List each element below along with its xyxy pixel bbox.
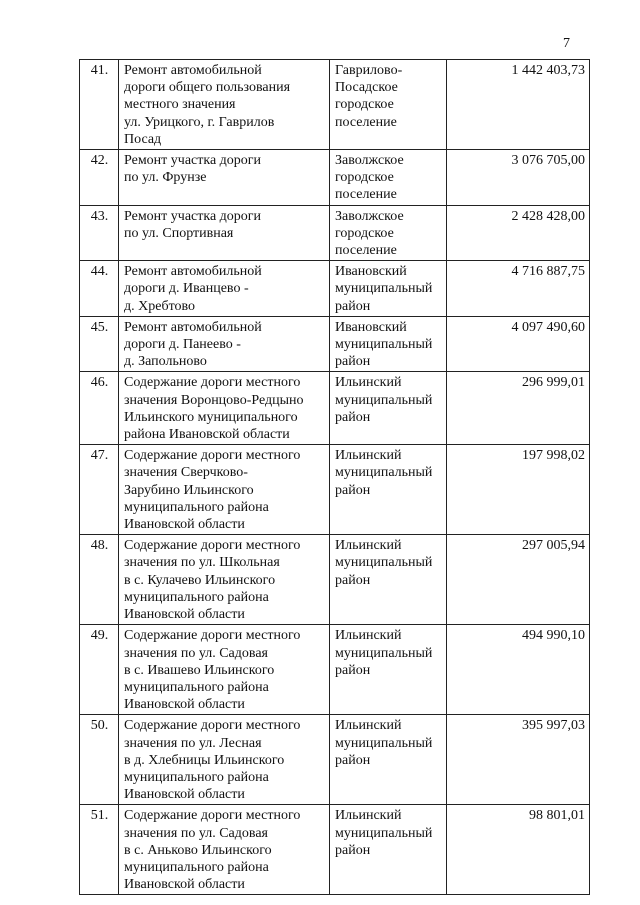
municipality (330, 372, 447, 445)
row-number: 49. (80, 625, 119, 715)
municipality-line: муниципальный (335, 555, 433, 571)
municipality-line: район (335, 752, 371, 768)
row-number: 41. (80, 60, 119, 150)
table-row (80, 715, 590, 805)
row-number: 47. (80, 445, 119, 535)
municipality (330, 715, 447, 805)
municipality (330, 205, 447, 261)
work-description-line: Ильинского муниципального (124, 409, 298, 425)
work-description-line: по ул. Фрунзе (124, 170, 207, 186)
table-row (80, 261, 590, 317)
road-works-table (79, 59, 590, 895)
work-description-line: дороги д. Панеево - (124, 337, 241, 353)
work-description-line: значения по ул. Садовая (124, 825, 268, 841)
work-description (119, 715, 330, 805)
work-description-line: муниципального района (124, 769, 269, 785)
municipality-line: район (335, 842, 371, 858)
table-row (80, 625, 590, 715)
municipality (330, 316, 447, 372)
work-description-line: Ремонт участка дороги (124, 208, 262, 224)
table-row (80, 535, 590, 625)
work-description-line: Ивановской области (124, 607, 245, 623)
table-row (80, 150, 590, 206)
work-description-line: значения по ул. Садовая (124, 645, 268, 661)
work-description (119, 445, 330, 535)
amount: 4 097 490,60 (447, 316, 590, 372)
work-description-line: значения Сверчково- (124, 465, 248, 481)
municipality-line: муниципальный (335, 645, 433, 661)
row-number: 45. (80, 316, 119, 372)
municipality-line: муниципальный (335, 465, 433, 481)
table-row (80, 372, 590, 445)
work-description-line: в с. Кулачево Ильинского (124, 572, 276, 588)
row-number: 42. (80, 150, 119, 206)
work-description-line: Ремонт автомобильной (124, 319, 262, 335)
municipality-line: район (335, 409, 371, 425)
municipality-line: Ильинский (335, 718, 402, 734)
municipality-line: Ильинский (335, 808, 402, 824)
municipality (330, 150, 447, 206)
work-description-line: Содержание дороги местного (124, 538, 301, 554)
work-description-line: муниципального района (124, 589, 269, 605)
work-description (119, 535, 330, 625)
amount: 3 076 705,00 (447, 150, 590, 206)
table-row (80, 445, 590, 535)
municipality-line: район (335, 298, 371, 314)
work-description-line: Ивановской области (124, 517, 245, 533)
work-description-line: Ивановской области (124, 787, 245, 803)
row-number: 48. (80, 535, 119, 625)
municipality (330, 625, 447, 715)
work-description-line: Содержание дороги местного (124, 718, 301, 734)
work-description-line: местного значения (124, 97, 236, 113)
work-description-line: Ремонт автомобильной (124, 63, 262, 78)
row-number: 51. (80, 805, 119, 895)
work-description-line: Ивановской области (124, 877, 245, 893)
work-description (119, 150, 330, 206)
amount: 395 997,03 (447, 715, 590, 805)
municipality-line: муниципальный (335, 392, 433, 408)
municipality-line: муниципальный (335, 281, 433, 297)
municipality-line: район (335, 662, 371, 678)
work-description-line: Содержание дороги местного (124, 808, 301, 824)
municipality-line: городское (335, 97, 394, 113)
municipality-line: Ильинский (335, 448, 402, 464)
work-description-line: муниципального района (124, 679, 269, 695)
municipality-line: Ивановский (335, 264, 407, 280)
work-description-line: дороги д. Иванцево - (124, 281, 249, 297)
amount: 494 990,10 (447, 625, 590, 715)
work-description-line: ул. Урицкого, г. Гаврилов (124, 114, 275, 130)
amount: 1 442 403,73 (447, 60, 590, 150)
amount: 296 999,01 (447, 372, 590, 445)
work-description-line: в с. Ивашево Ильинского (124, 662, 275, 678)
municipality-line: Ильинский (335, 375, 402, 391)
municipality-line: Ильинский (335, 628, 402, 644)
work-description-line: муниципального района (124, 499, 269, 515)
work-description (119, 316, 330, 372)
amount: 4 716 887,75 (447, 261, 590, 317)
row-number: 44. (80, 261, 119, 317)
amount: 297 005,94 (447, 535, 590, 625)
municipality (330, 445, 447, 535)
municipality-line: поселение (335, 243, 397, 259)
work-description (119, 261, 330, 317)
municipality-line: муниципальный (335, 825, 433, 841)
municipality-line: Ильинский (335, 538, 402, 554)
municipality-line: Заволжское (335, 153, 404, 169)
row-number: 46. (80, 372, 119, 445)
municipality (330, 60, 447, 150)
page-number: 7 (563, 36, 570, 51)
table-row (80, 316, 590, 372)
municipality-line: муниципальный (335, 337, 433, 353)
work-description-line: в с. Аньково Ильинского (124, 842, 272, 858)
municipality (330, 805, 447, 895)
work-description-line: значения по ул. Школьная (124, 555, 280, 571)
row-number: 50. (80, 715, 119, 805)
municipality-line: район (335, 482, 371, 498)
table-row (80, 805, 590, 895)
work-description-line: значения Воронцово-Редцыно (124, 392, 304, 408)
work-description-line: района Ивановской области (124, 427, 290, 443)
municipality-line: муниципальный (335, 735, 433, 751)
work-description-line: значения по ул. Лесная (124, 735, 262, 751)
work-description-line: дороги общего пользования (124, 80, 291, 96)
work-description-line: Содержание дороги местного (124, 628, 301, 644)
work-description (119, 625, 330, 715)
work-description-line: д. Хребтово (124, 298, 196, 314)
work-description (119, 205, 330, 261)
municipality-line: поселение (335, 114, 397, 130)
municipality-line: Посадское (335, 80, 398, 96)
municipality-line: Гаврилово- (335, 63, 403, 78)
work-description-line: Зарубино Ильинского (124, 482, 254, 498)
municipality-line: поселение (335, 187, 397, 203)
work-description-line: Ремонт участка дороги (124, 153, 262, 169)
work-description-line: в д. Хлебницы Ильинского (124, 752, 285, 768)
table-body (80, 60, 590, 895)
work-description-line: по ул. Спортивная (124, 225, 234, 241)
municipality-line: Заволжское (335, 208, 404, 224)
work-description-line: муниципального района (124, 859, 269, 875)
work-description (119, 60, 330, 150)
work-description (119, 805, 330, 895)
municipality-line: район (335, 354, 371, 370)
municipality-line: Ивановский (335, 319, 407, 335)
municipality (330, 261, 447, 317)
work-description-line: Содержание дороги местного (124, 375, 301, 391)
amount: 197 998,02 (447, 445, 590, 535)
work-description-line: Ивановской области (124, 697, 245, 713)
work-description-line: Содержание дороги местного (124, 448, 301, 464)
work-description-line: д. Запольново (124, 354, 207, 370)
table-row (80, 205, 590, 261)
amount: 98 801,01 (447, 805, 590, 895)
work-description (119, 372, 330, 445)
municipality-line: городское (335, 170, 394, 186)
municipality-line: городское (335, 225, 394, 241)
row-number: 43. (80, 205, 119, 261)
municipality (330, 535, 447, 625)
work-description-line: Посад (124, 131, 162, 147)
work-description-line: Ремонт автомобильной (124, 264, 262, 280)
amount: 2 428 428,00 (447, 205, 590, 261)
table-row (80, 60, 590, 150)
municipality-line: район (335, 572, 371, 588)
